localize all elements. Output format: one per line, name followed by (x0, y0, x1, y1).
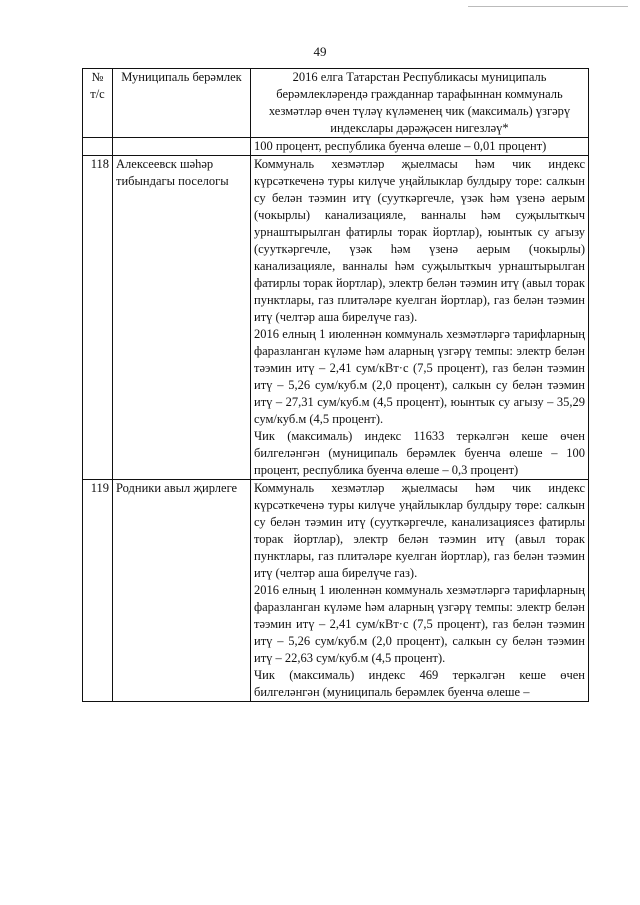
table-row (83, 480, 589, 702)
header-municipality: Муниципаль берәмлек (113, 69, 251, 138)
description-paragraph: 2016 елның 1 июленнән коммуналь хезмәтләргә тарифларның фаразланган күләме һәм аларның үзгәрү темпы: электр белән тәэмин итү – 2,41 сум/кВт·с (7,5 процент), газ белән тәэмин итү – 5,26 сум/куб.м (2,0 процент), салкын су белән тәэмин итү – 22,63 сум/куб.м (4,5 процент). (254, 583, 585, 665)
description-paragraph: Чик (максималь) индекс 11633 теркәлгән кеше өчен билгеләнгән (муниципаль берәмлек буенча өлеше – 100 процент, республика буенча өлеше – 0,3 процент) (254, 429, 585, 477)
continuation-name-cell (113, 138, 251, 156)
description-paragraph: Чик (максималь) индекс 469 теркәлгән кеше өчен билгеләнгән (муниципаль берәмлек буенча өлеше – (254, 668, 585, 699)
continuation-text: 100 процент, республика буенча өлеше – 0,01 процент) (251, 138, 589, 156)
row-description (251, 156, 589, 480)
header-number: № т/с (83, 69, 113, 138)
continuation-number-cell (83, 138, 113, 156)
header-justification: 2016 елга Татарстан Республикасы муниципаль берәмлекләрендә гражданнар тарафыннан коммуналь хезмәтләр өчен түләү күләменең чик (максималь) үзгәрү индекслары дәрәҗәсен нигезләү* (251, 69, 589, 138)
row-description (251, 480, 589, 702)
tariff-index-table (82, 68, 589, 702)
page-number: 49 (313, 44, 327, 59)
row-number: 119 (83, 480, 113, 702)
municipality-name: Родники авыл җирлеге (113, 480, 251, 702)
municipality-name: Алексеевск шәһәр тибындагы поселогы (113, 156, 251, 480)
table-row (83, 156, 589, 480)
description-paragraph: Коммуналь хезмәтләр җыелмасы һәм чик индекс күрсәткеченә туры килүче уңайлыклар булдыру торе: салкын су белән тәэмин итү (сууткәргечле, үзәк һәм үзенә аерым (чокырлы) канализацияле, ванналы һәм суҗылыткыч урнаштырылган фатирлы торак йортлар), юынтык су агызу (сууткәргечле, үзәк һәм үзенә аерым (чокырлы) канализацияле, ванналы һәм суҗылыткыч урнаштырылган фатирлы торак йортлар), электр белән тәэмин итү (авыл торак пунктлары, газ плитәләре куелган йортлар), газ белән тәэмин итү (челтәр аша бирелүче газ). (254, 157, 585, 324)
table-header-row (83, 69, 589, 138)
continuation-row (83, 138, 589, 156)
row-number: 118 (83, 156, 113, 480)
top-edge-line (468, 6, 628, 7)
description-paragraph: 2016 елның 1 июленнән коммуналь хезмәтләргә тарифларның фаразланган күләме һәм аларның үзгәрү темпы: электр белән тәэмин итү – 2,41 сум/кВт·с (7,5 процент), газ белән тәэмин итү – 5,26 сум/куб.м (2,0 процент), салкын су белән тәэмин итү – 27,31 сум/куб.м (4,5 процент), юынтык су агызу – 35,29 сум/куб.м (4,5 процент). (254, 327, 585, 426)
description-paragraph: Коммуналь хезмәтләр җыелмасы һәм чик индекс күрсәткеченә туры килүче уңайлыклар булдыру төре: салкын су белән тәэмин итү (сууткәргечле, канализациясез фатирлы торак йортлар), электр белән тәэмин итү (авыл торак пунктлары, газ плитәләре куелган йортлар), газ белән тәэмин итү (челтәр аша бирелүче газ). (254, 481, 585, 580)
